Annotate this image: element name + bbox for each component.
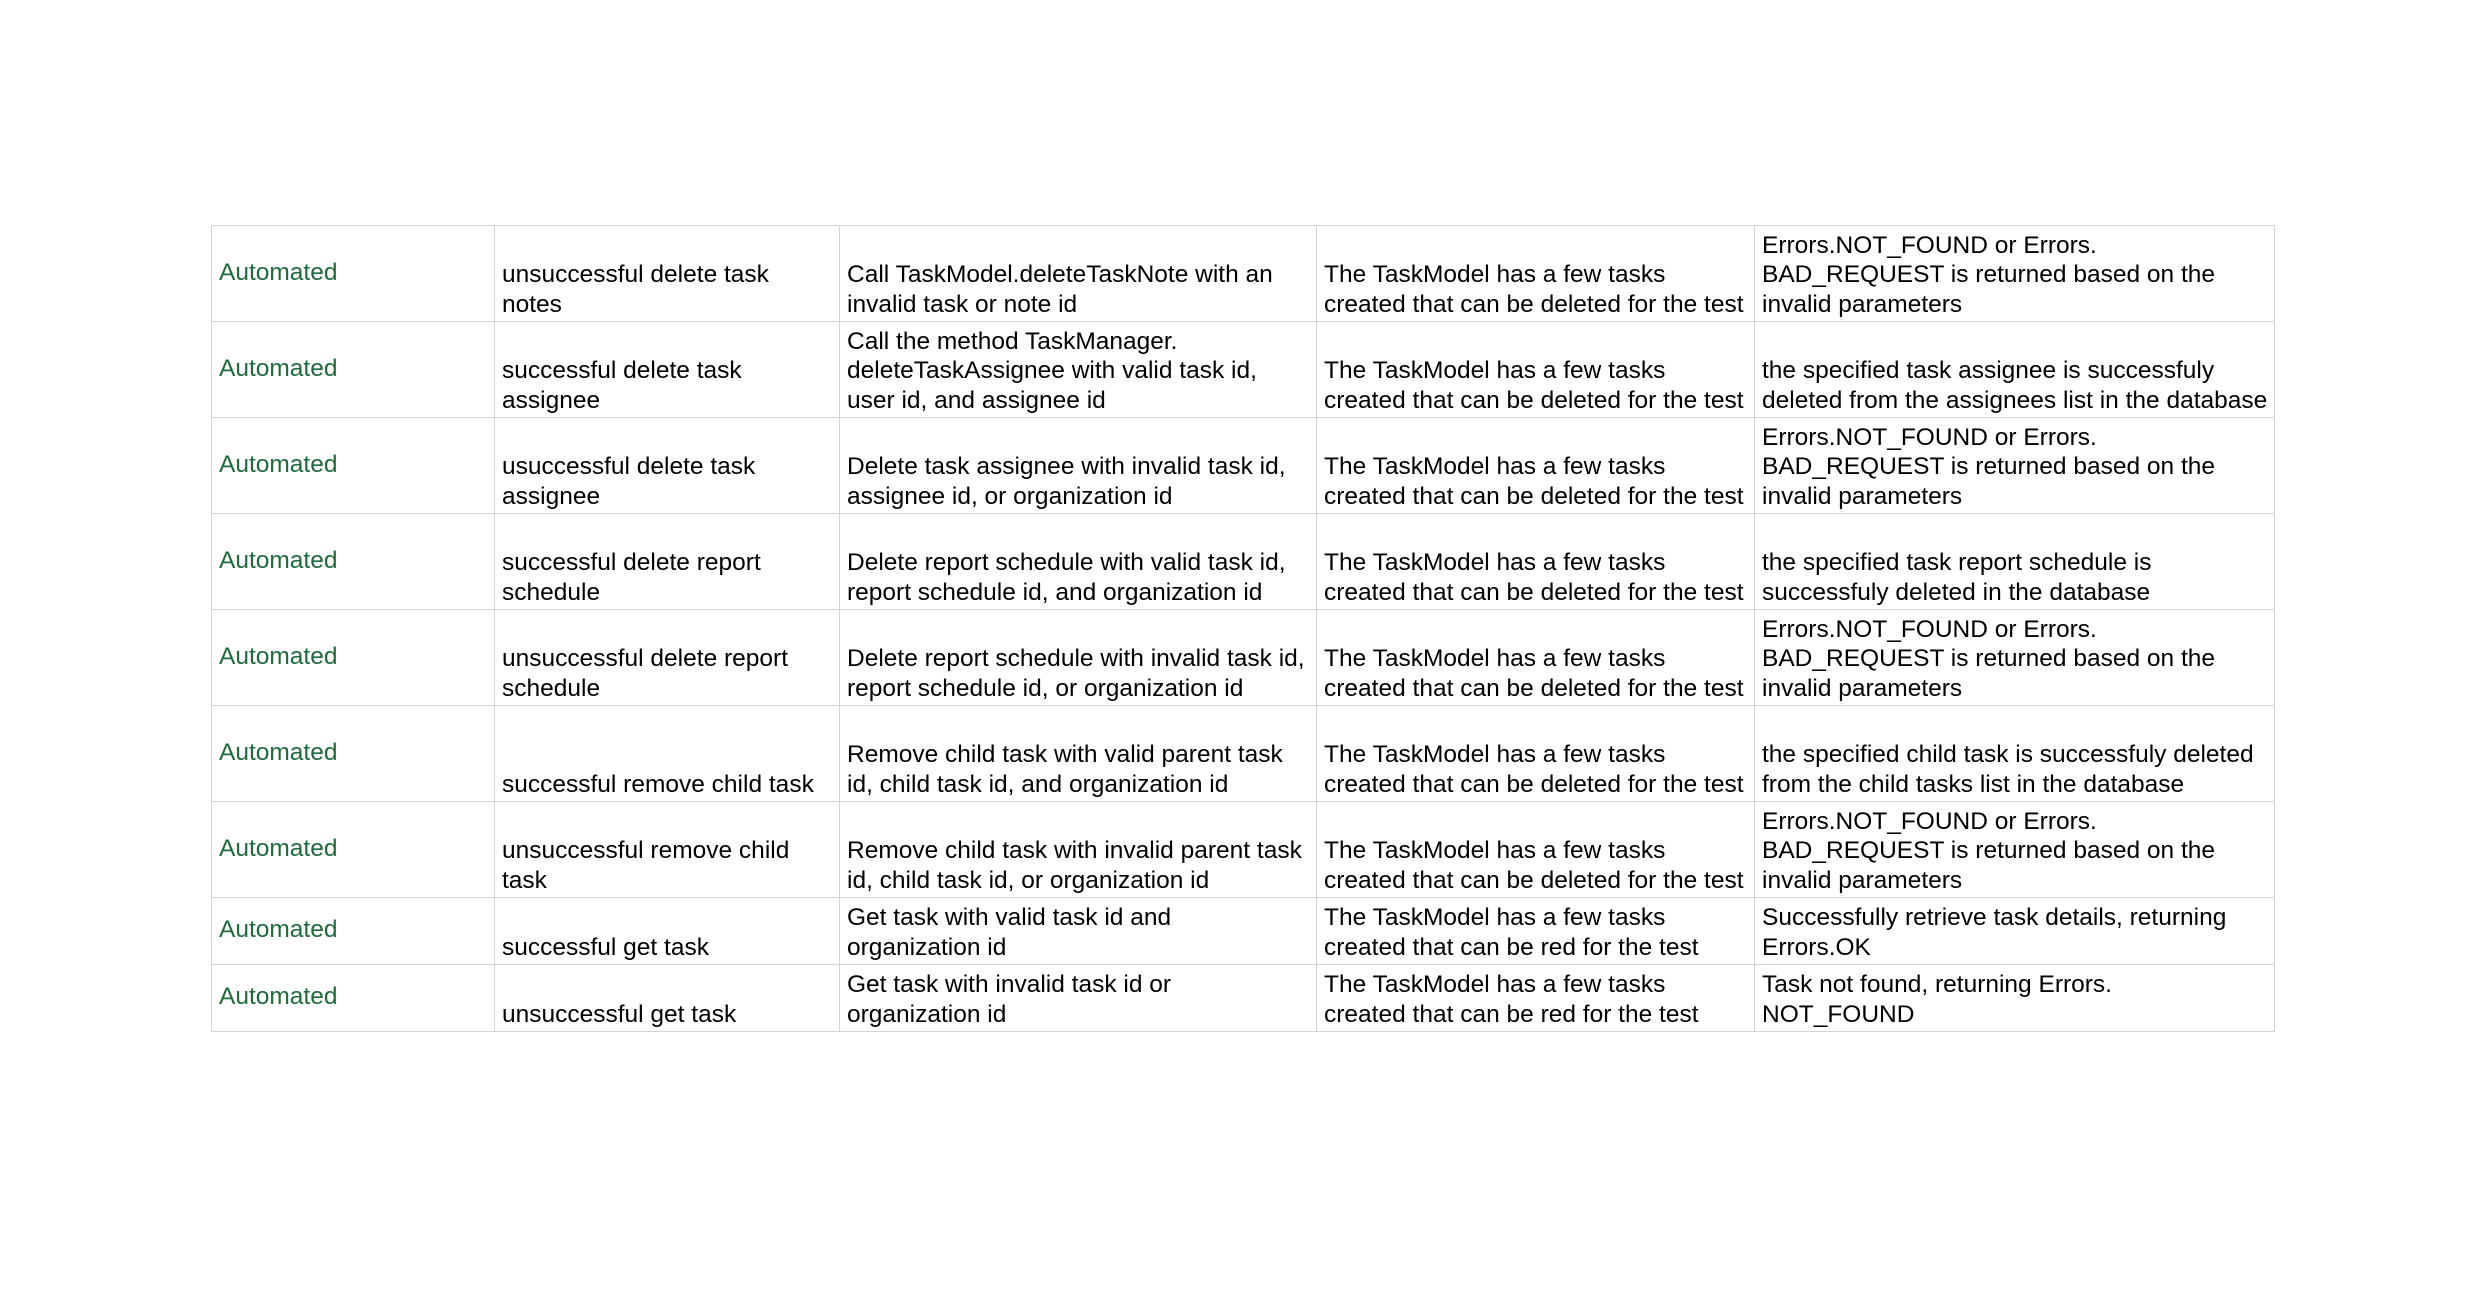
precondition-cell: The TaskModel has a few tasks created that can be red for the test — [1317, 898, 1755, 965]
table-row — [212, 418, 2275, 514]
steps-cell: Get task with invalid task id or organization id — [840, 965, 1317, 1032]
test-name-cell: successful get task — [495, 898, 840, 965]
steps-cell: Delete task assignee with invalid task id, assignee id, or organization id — [840, 418, 1317, 514]
steps-cell: Delete report schedule with invalid task id, report schedule id, or organization id — [840, 610, 1317, 706]
steps-cell: Call TaskModel.deleteTaskNote with an invalid task or note id — [840, 226, 1317, 322]
expected-result-cell: the specified child task is successfuly deleted from the child tasks list in the database — [1755, 706, 2275, 802]
test-name-cell: unsuccessful delete report schedule — [495, 610, 840, 706]
table-row — [212, 226, 2275, 322]
table-row — [212, 610, 2275, 706]
expected-result-cell: Task not found, returning Errors. NOT_FOUND — [1755, 965, 2275, 1032]
status-cell: Automated — [212, 418, 495, 514]
test-name-cell: unsuccessful delete task notes — [495, 226, 840, 322]
status-cell: Automated — [212, 965, 495, 1032]
status-cell: Automated — [212, 802, 495, 898]
steps-cell: Call the method TaskManager. deleteTaskAssignee with valid task id, user id, and assignee id — [840, 322, 1317, 418]
table-row — [212, 706, 2275, 802]
status-cell: Automated — [212, 514, 495, 610]
steps-cell: Remove child task with valid parent task id, child task id, and organization id — [840, 706, 1317, 802]
table-row — [212, 514, 2275, 610]
status-cell: Automated — [212, 898, 495, 965]
steps-cell: Remove child task with invalid parent task id, child task id, or organization id — [840, 802, 1317, 898]
expected-result-cell: Successfully retrieve task details, returning Errors.OK — [1755, 898, 2275, 965]
expected-result-cell: Errors.NOT_FOUND or Errors. BAD_REQUEST is returned based on the invalid parameters — [1755, 802, 2275, 898]
expected-result-cell: Errors.NOT_FOUND or Errors. BAD_REQUEST is returned based on the invalid parameters — [1755, 418, 2275, 514]
precondition-cell: The TaskModel has a few tasks created that can be deleted for the test — [1317, 610, 1755, 706]
status-cell: Automated — [212, 610, 495, 706]
precondition-cell: The TaskModel has a few tasks created that can be deleted for the test — [1317, 226, 1755, 322]
test-case-sheet — [211, 225, 2274, 1032]
precondition-cell: The TaskModel has a few tasks created that can be deleted for the test — [1317, 706, 1755, 802]
precondition-cell: The TaskModel has a few tasks created that can be deleted for the test — [1317, 514, 1755, 610]
expected-result-cell: Errors.NOT_FOUND or Errors. BAD_REQUEST is returned based on the invalid parameters — [1755, 226, 2275, 322]
test-name-cell: usuccessful delete task assignee — [495, 418, 840, 514]
table-row — [212, 322, 2275, 418]
table-row — [212, 965, 2275, 1032]
table-row — [212, 802, 2275, 898]
precondition-cell: The TaskModel has a few tasks created that can be deleted for the test — [1317, 322, 1755, 418]
test-name-cell: successful remove child task — [495, 706, 840, 802]
test-name-cell: unsuccessful remove child task — [495, 802, 840, 898]
test-name-cell: successful delete report schedule — [495, 514, 840, 610]
precondition-cell: The TaskModel has a few tasks created that can be deleted for the test — [1317, 418, 1755, 514]
status-cell: Automated — [212, 226, 495, 322]
table-row — [212, 898, 2275, 965]
steps-cell: Delete report schedule with valid task id, report schedule id, and organization id — [840, 514, 1317, 610]
test-case-table — [211, 225, 2275, 1032]
expected-result-cell: Errors.NOT_FOUND or Errors. BAD_REQUEST is returned based on the invalid parameters — [1755, 610, 2275, 706]
status-cell: Automated — [212, 322, 495, 418]
test-name-cell: unsuccessful get task — [495, 965, 840, 1032]
precondition-cell: The TaskModel has a few tasks created that can be red for the test — [1317, 965, 1755, 1032]
test-name-cell: successful delete task assignee — [495, 322, 840, 418]
status-cell: Automated — [212, 706, 495, 802]
expected-result-cell: the specified task report schedule is successfuly deleted in the database — [1755, 514, 2275, 610]
steps-cell: Get task with valid task id and organization id — [840, 898, 1317, 965]
precondition-cell: The TaskModel has a few tasks created that can be deleted for the test — [1317, 802, 1755, 898]
expected-result-cell: the specified task assignee is successfuly deleted from the assignees list in the database — [1755, 322, 2275, 418]
